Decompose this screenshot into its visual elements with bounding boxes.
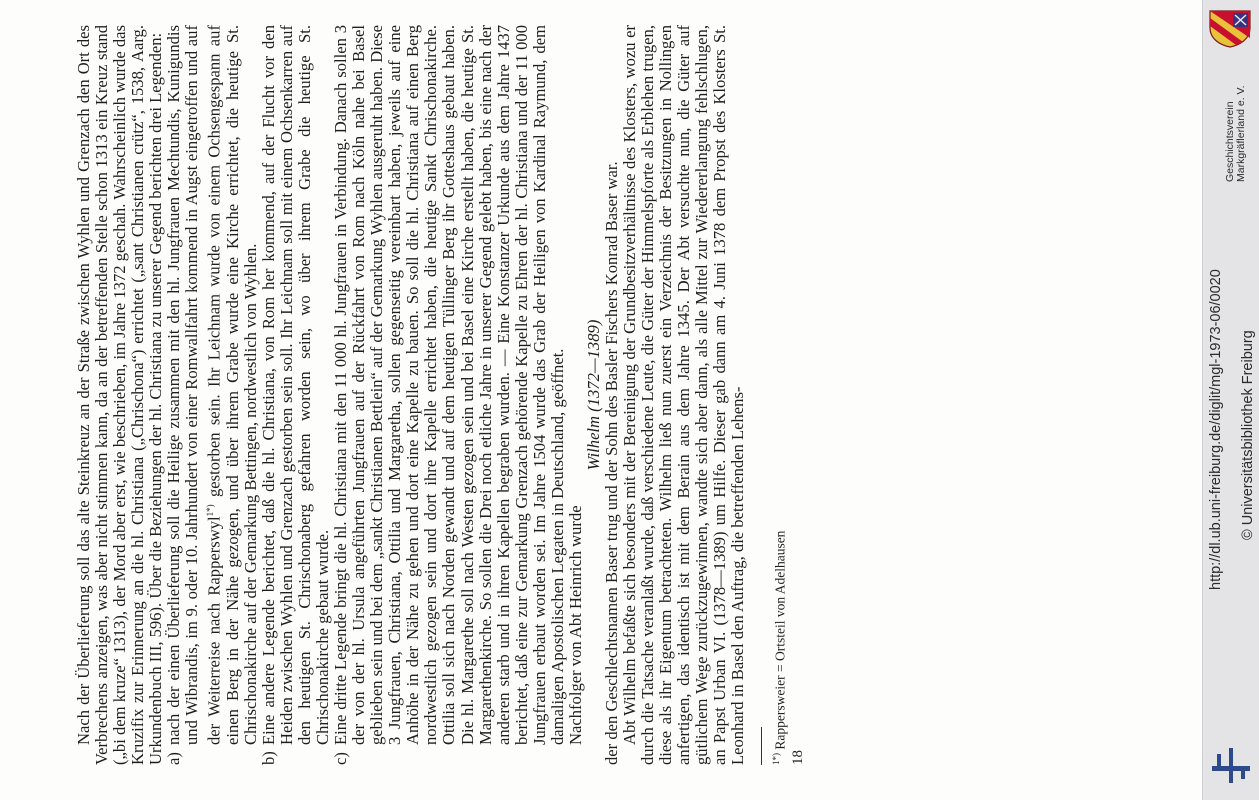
successor-line: Nachfolger von Abt Heinrich wurde bbox=[565, 505, 585, 745]
legend-b bbox=[260, 25, 332, 765]
wilhelm-paragraph-1: der den Geschlechtsnamen Baser trug und der Sohn des Basler Fischers Konrad Baser war. bbox=[601, 161, 621, 765]
legend-c-marker: c) bbox=[331, 752, 351, 765]
coat-of-arms-icon bbox=[1207, 8, 1253, 48]
page-text-block bbox=[75, 25, 1185, 765]
footnote-marker: 1*) bbox=[771, 753, 782, 765]
org-name-line-2: Markgräflerland e. V. bbox=[1235, 85, 1247, 182]
legend-b-marker: b) bbox=[259, 751, 278, 765]
org-name-line-1: Geschichtsverein bbox=[1224, 101, 1236, 182]
page-number: 18 bbox=[789, 750, 806, 765]
university-library-logo-icon bbox=[1209, 742, 1253, 786]
source-url[interactable]: http://dl.ub.uni-freiburg.de/diglit/mgl-1973-06/0020 bbox=[1208, 269, 1224, 590]
legend-a-marker: a) bbox=[164, 752, 184, 765]
legend-a-text: nach der einen Überlieferung soll die Heilige zusammen mit den hl. Jungfrauen Mechtundis, Kunigundis und Wibrandis, im 9. oder 10. Jahrhundert von einer Romwallfahrt kommend in Augst eingetroffen und auf der Weiterreise nach Rapperswyl$^{1*)}$ gestorben sein. Ihr Leichnam wurde von einem Ochsengespann auf einen Berg in der Nähe gezogen, und über ihrem Grabe wurde eine Kirche errichtet, die heutige St. Chrischonakirche auf der Gemarkung Bettingen, nordwestlich von Wyhlen. bbox=[164, 25, 260, 745]
legend-a bbox=[165, 25, 260, 765]
footnote-text: Rappersweier = Ortsteil von Adelhausen bbox=[772, 530, 788, 750]
legend-c bbox=[332, 25, 567, 765]
legend-c-text: Eine dritte Legende bringt die hl. Christiana mit den 11 000 hl. Jungfrauen in Verbindung. Danach sollen 3 der von der hl. Ursula angeführten Jungfrauen auf der Rückfahrt von Rom nach Köln nahe bei Basel geblieben sein und bei dem „sankt Christianen Bettlein“ auf der Gemarkung Wyhlen ausgeruht haben. Diese 3 Jungfrauen, Christiana, Ottilia und Margaretha, sollen gegenseitig vereinbart haben, jeweils auf eine Anhöhe in der Nähe zu gehen und dort eine Kapelle zu bauen. So soll die hl. Christiana auf einen Berg nordwestlich gezogen sein und dort ihre Kapelle errichtet haben, die heutige Sankt Chrischonakirche. Ottilia soll sich nach Norden gewandt und auf dem heutigen Tüllinger Berg ihr Gotteshaus gebaut haben. Die hl. Margarethe soll nach Westen gezogen sein und bei Basel eine Kirche erstellt haben, die heutige St. Margarethenkirche. So sollen die Drei noch etliche Jahre in unserer Gegend gelebt haben, bis eine nach der anderen starb und in ihren Kapellen begraben wurden. — Eine Konstanzer Urkunde aus dem Jahre 1437 berichtet, daß eine zur Gemarkung Grenzach gehörende Kapelle zu Ehren der hl. Christiana und der 11 000 Jungfrauen erbaut worden sei. Im Jahre 1504 wurde das Grab der Heiligen von Kardinal Raymund, dem damaligen Apostolischen Legaten in Deutschland, geöffnet. bbox=[331, 25, 567, 745]
intro-paragraph: Nach der Überlieferung soll das alte Steinkreuz an der Straße zwischen Wyhlen und Grenzach den Ort des Verbrechens anzeigen, was aber nicht stimmen kann, da an der betreffenden Stelle schon 1313 ein Kreuz stand („bi dem kruze“ 1313), der Mord aber erst, wie beschrieben, im Jahre 1372 geschah. Wahrscheinlich wurde das Kruzifix zur Erinnerung an die hl. Christiana („Chrischona“) errichtet („sant Christianen crütz“, 1538, Aarg. Urkundenbuch III, 596). Über die Beziehungen der hl. Christiana zu unserer Gegend berichten drei Legenden: bbox=[74, 25, 166, 765]
section-heading: Wilhelm (1372—1389) bbox=[583, 319, 603, 471]
footnote-ref: 1*) bbox=[205, 504, 216, 517]
wilhelm-paragraph-2: Abt Wilhelm befaßte sich besonders mit der Bereinigung der Grundbesitzverhältnisse des Klosters, wozu er durch die Tatsache veranlaßt wurde, daß verschiedene Leute, die Güter der Himmelspforte als Erblehen trugen, diese als ihr Eigentum betrachteten. Wilhelm ließ nun zuerst ein Verzeichnis der Besitzungen in Nollingen anfertigen, das identisch ist mit dem Berain aus dem Jahre 1345. Der Abt versuchte nun, die Güter auf gütlichem Wege zurückzugewinnen, wandte sich aber dann, als alle Mittel zur Wiedererlangung fehlschlugen, an Papst Urban VI. (1378—1389) um Hilfe. Dieser gab dann am 4. Juni 1378 dem Propst des Klosters St. Leonhard in Basel den Auftrag, die betreffenden Lehens- bbox=[619, 25, 748, 765]
copyright-notice: © Universitätsbibliothek Freiburg bbox=[1240, 330, 1256, 540]
footnote-divider bbox=[761, 727, 762, 765]
footnote bbox=[768, 25, 789, 765]
legend-b-text: Eine andere Legende berichtet, daß die hl. Christiana, von Rom her kommend, auf der Flucht vor den Heiden zwischen Wyhlen und Grenzach gestorben sein soll. Ihr Leichnam soll mit einem Ochsenkarren auf den heutigen St. Chrischonaberg gefahren worden sein, wo über ihrem Grabe die heutige St. Chrischonakirche gebaut wurde. bbox=[259, 25, 333, 745]
